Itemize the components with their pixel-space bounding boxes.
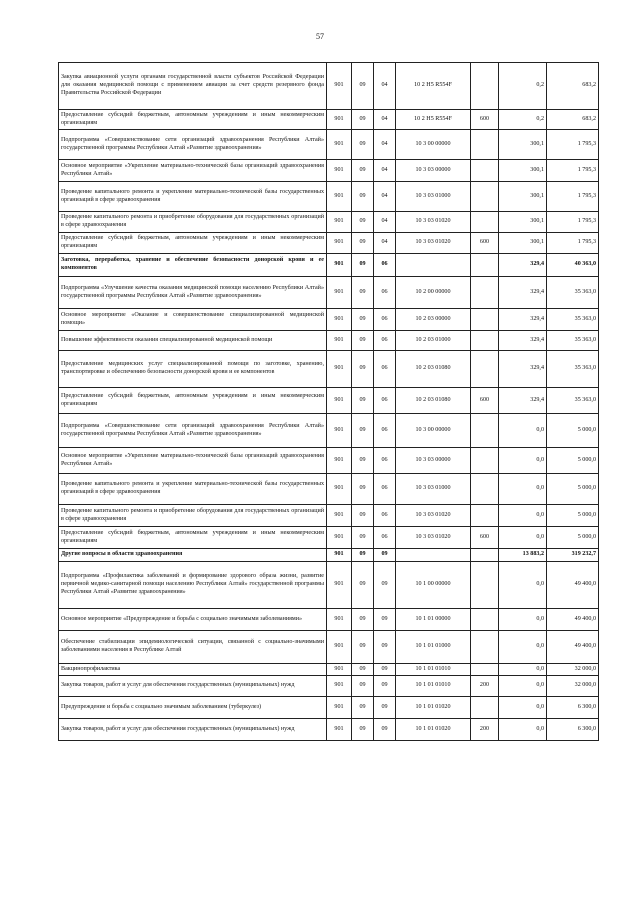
expense-name-cell: Проведение капитального ремонта и приобретение оборудования для государственных организаций в сфере здравоохранения xyxy=(59,505,327,527)
section-code-cell: 09 xyxy=(352,719,374,741)
amount-total-cell: 35 363,0 xyxy=(547,277,599,309)
expense-type-cell xyxy=(471,609,499,631)
ministry-code-cell: 901 xyxy=(327,676,352,697)
expense-name-cell: Основное мероприятие «Предупреждение и борьба с социально значимыми заболеваниями» xyxy=(59,609,327,631)
amount-change-cell: 329,4 xyxy=(499,277,547,309)
amount-total-cell: 35 363,0 xyxy=(547,388,599,414)
table-row xyxy=(59,160,599,182)
target-article-cell: 10 3 03 01020 xyxy=(396,527,471,549)
subsection-code-cell: 06 xyxy=(374,505,396,527)
section-code-cell: 09 xyxy=(352,414,374,448)
table-row xyxy=(59,110,599,130)
table-row xyxy=(59,388,599,414)
target-article-cell: 10 1 00 00000 xyxy=(396,562,471,609)
expense-name-cell: Проведение капитального ремонта и укрепление материально-технической базы государственных организаций в сфере здравоохранения xyxy=(59,474,327,505)
target-article-cell: 10 3 03 01000 xyxy=(396,474,471,505)
expense-name-cell: Закупка авиационной услуги органами государственной власти субъектов Российской Федерации для оказания медицинской помощи с применением авиации за счет средств резервного фонда Правительства Российской Федерации xyxy=(59,63,327,110)
amount-change-cell: 0,0 xyxy=(499,697,547,719)
amount-total-cell: 1 795,3 xyxy=(547,212,599,233)
table-row xyxy=(59,562,599,609)
target-article-cell: 10 3 00 00000 xyxy=(396,130,471,160)
expense-type-cell: 200 xyxy=(471,676,499,697)
ministry-code-cell: 901 xyxy=(327,448,352,474)
subsection-code-cell: 06 xyxy=(374,277,396,309)
target-article-cell: 10 3 03 00000 xyxy=(396,448,471,474)
expense-type-cell xyxy=(471,182,499,212)
section-code-cell: 09 xyxy=(352,331,374,351)
section-code-cell: 09 xyxy=(352,309,374,331)
expense-type-cell xyxy=(471,309,499,331)
budget-table-body xyxy=(59,63,599,741)
section-code-cell: 09 xyxy=(352,110,374,130)
expense-type-cell: 600 xyxy=(471,527,499,549)
subsection-code-cell: 09 xyxy=(374,676,396,697)
section-code-cell: 09 xyxy=(352,505,374,527)
table-row xyxy=(59,664,599,676)
amount-total-cell: 5 000,0 xyxy=(547,527,599,549)
subsection-code-cell: 06 xyxy=(374,388,396,414)
expense-type-cell xyxy=(471,414,499,448)
subsection-code-cell: 04 xyxy=(374,110,396,130)
amount-change-cell: 0,2 xyxy=(499,110,547,130)
table-row xyxy=(59,63,599,110)
amount-change-cell: 0,0 xyxy=(499,505,547,527)
expense-type-cell xyxy=(471,277,499,309)
amount-total-cell: 1 795,3 xyxy=(547,130,599,160)
section-code-cell: 09 xyxy=(352,212,374,233)
expense-name-cell: Основное мероприятие «Оказание и совершенствование специализированной медицинской помощи» xyxy=(59,309,327,331)
amount-total-cell: 319 232,7 xyxy=(547,549,599,562)
section-code-cell: 09 xyxy=(352,254,374,277)
amount-total-cell: 40 363,0 xyxy=(547,254,599,277)
expense-type-cell xyxy=(471,331,499,351)
ministry-code-cell: 901 xyxy=(327,527,352,549)
table-row xyxy=(59,697,599,719)
subsection-code-cell: 09 xyxy=(374,549,396,562)
expense-type-cell xyxy=(471,160,499,182)
section-code-cell: 09 xyxy=(352,63,374,110)
amount-change-cell: 0,0 xyxy=(499,562,547,609)
ministry-code-cell: 901 xyxy=(327,212,352,233)
amount-change-cell: 0,0 xyxy=(499,527,547,549)
amount-total-cell: 49 400,0 xyxy=(547,562,599,609)
ministry-code-cell: 901 xyxy=(327,719,352,741)
ministry-code-cell: 901 xyxy=(327,182,352,212)
subsection-code-cell: 09 xyxy=(374,631,396,664)
expense-type-cell xyxy=(471,562,499,609)
subsection-code-cell: 06 xyxy=(374,351,396,388)
ministry-code-cell: 901 xyxy=(327,233,352,254)
amount-total-cell: 35 363,0 xyxy=(547,309,599,331)
amount-total-cell: 5 000,0 xyxy=(547,505,599,527)
table-row xyxy=(59,631,599,664)
expense-name-cell: Предоставление субсидий бюджетным, автономным учреждениям и иным некоммерческим организациям xyxy=(59,388,327,414)
table-row xyxy=(59,182,599,212)
section-code-cell: 09 xyxy=(352,182,374,212)
target-article-cell: 10 3 03 01020 xyxy=(396,505,471,527)
section-code-cell: 09 xyxy=(352,130,374,160)
section-code-cell: 09 xyxy=(352,562,374,609)
expense-name-cell: Подпрограмма «Совершенствование сети организаций здравоохранения Республики Алтай» государственной программы Республики Алтай «Развитие здравоохранения» xyxy=(59,130,327,160)
expense-name-cell: Основное мероприятие «Укрепление материально-технической базы организаций здравоохранения Республики Алтай» xyxy=(59,448,327,474)
expense-name-cell: Подпрограмма «Улучшение качества оказания медицинской помощи населению Республики Алтай» государственной программы Республики Алтай «Развитие здравоохранения» xyxy=(59,277,327,309)
table-row xyxy=(59,676,599,697)
amount-total-cell: 35 363,0 xyxy=(547,331,599,351)
table-row xyxy=(59,130,599,160)
amount-change-cell: 329,4 xyxy=(499,388,547,414)
expense-type-cell xyxy=(471,474,499,505)
amount-total-cell: 683,2 xyxy=(547,110,599,130)
target-article-cell: 10 2 03 00000 xyxy=(396,309,471,331)
section-code-cell: 09 xyxy=(352,388,374,414)
expense-name-cell: Предоставление медицинских услуг специализированной помощи по заготовке, хранению, транспортировке и обеспечению безопасности донорской крови и ее компонентов xyxy=(59,351,327,388)
table-row xyxy=(59,254,599,277)
ministry-code-cell: 901 xyxy=(327,664,352,676)
table-row xyxy=(59,719,599,741)
target-article-cell: 10 2 00 00000 xyxy=(396,277,471,309)
amount-total-cell: 683,2 xyxy=(547,63,599,110)
table-row xyxy=(59,527,599,549)
budget-table xyxy=(58,62,599,741)
subsection-code-cell: 04 xyxy=(374,160,396,182)
expense-name-cell: Предоставление субсидий бюджетным, автономным учреждениям и иным некоммерческим организациям xyxy=(59,527,327,549)
subsection-code-cell: 06 xyxy=(374,414,396,448)
expense-type-cell xyxy=(471,697,499,719)
table-row xyxy=(59,277,599,309)
target-article-cell: 10 1 01 00000 xyxy=(396,609,471,631)
amount-total-cell: 6 300,0 xyxy=(547,719,599,741)
table-row xyxy=(59,233,599,254)
expense-name-cell: Повышение эффективности оказания специализированной медицинской помощи xyxy=(59,331,327,351)
target-article-cell xyxy=(396,254,471,277)
expense-name-cell: Закупка товаров, работ и услуг для обеспечения государственных (муниципальных) нужд xyxy=(59,719,327,741)
expense-name-cell: Проведение капитального ремонта и укрепление материально-технической базы государственных организаций в сфере здравоохранения xyxy=(59,182,327,212)
ministry-code-cell: 901 xyxy=(327,609,352,631)
expense-type-cell: 600 xyxy=(471,233,499,254)
expense-type-cell xyxy=(471,505,499,527)
expense-name-cell: Предупреждение и борьба с социально значимым заболеванием (туберкулез) xyxy=(59,697,327,719)
subsection-code-cell: 09 xyxy=(374,719,396,741)
amount-total-cell: 32 000,0 xyxy=(547,676,599,697)
amount-change-cell: 300,1 xyxy=(499,160,547,182)
expense-name-cell: Подпрограмма «Профилактика заболеваний и формирование здорового образа жизни, развитие первичной медико-санитарной помощи населению Республики Алтай» государственной программы Республики Алтай «Развитие здравоохранения» xyxy=(59,562,327,609)
expense-name-cell: Предоставление субсидий бюджетным, автономным учреждениям и иным некоммерческим организациям xyxy=(59,233,327,254)
table-row xyxy=(59,549,599,562)
ministry-code-cell: 901 xyxy=(327,130,352,160)
target-article-cell: 10 1 01 01010 xyxy=(396,676,471,697)
target-article-cell: 10 2 Н5 R554F xyxy=(396,110,471,130)
amount-change-cell: 329,4 xyxy=(499,331,547,351)
expense-type-cell xyxy=(471,448,499,474)
subsection-code-cell: 09 xyxy=(374,697,396,719)
ministry-code-cell: 901 xyxy=(327,110,352,130)
subsection-code-cell: 04 xyxy=(374,212,396,233)
expense-name-cell: Закупка товаров, работ и услуг для обеспечения государственных (муниципальных) нужд xyxy=(59,676,327,697)
amount-total-cell: 5 000,0 xyxy=(547,448,599,474)
section-code-cell: 09 xyxy=(352,609,374,631)
expense-name-cell: Подпрограмма «Совершенствование сети организаций здравоохранения Республики Алтай» государственной программы Республики Алтай «Развитие здравоохранения» xyxy=(59,414,327,448)
section-code-cell: 09 xyxy=(352,474,374,505)
ministry-code-cell: 901 xyxy=(327,697,352,719)
subsection-code-cell: 06 xyxy=(374,254,396,277)
expense-type-cell: 600 xyxy=(471,388,499,414)
ministry-code-cell: 901 xyxy=(327,474,352,505)
target-article-cell: 10 3 03 00000 xyxy=(396,160,471,182)
section-code-cell: 09 xyxy=(352,676,374,697)
expense-name-cell: Проведение капитального ремонта и приобретение оборудования для государственных организаций в сфере здравоохранения xyxy=(59,212,327,233)
expense-name-cell: Обеспечение стабилизации эпидемиологической ситуации, связанной с социально-значимыми заболеваниями населения в Республике Алтай xyxy=(59,631,327,664)
target-article-cell: 10 2 Н5 R554F xyxy=(396,63,471,110)
amount-total-cell: 6 300,0 xyxy=(547,697,599,719)
amount-change-cell: 0,0 xyxy=(499,631,547,664)
target-article-cell: 10 1 01 01000 xyxy=(396,631,471,664)
ministry-code-cell: 901 xyxy=(327,388,352,414)
subsection-code-cell: 04 xyxy=(374,182,396,212)
table-row xyxy=(59,609,599,631)
section-code-cell: 09 xyxy=(352,233,374,254)
table-row xyxy=(59,212,599,233)
expense-type-cell xyxy=(471,130,499,160)
table-row xyxy=(59,309,599,331)
target-article-cell xyxy=(396,549,471,562)
expense-type-cell: 600 xyxy=(471,110,499,130)
amount-change-cell: 0,0 xyxy=(499,719,547,741)
amount-change-cell: 0,2 xyxy=(499,63,547,110)
amount-total-cell: 1 795,3 xyxy=(547,233,599,254)
amount-change-cell: 329,4 xyxy=(499,351,547,388)
target-article-cell: 10 3 00 00000 xyxy=(396,414,471,448)
expense-name-cell: Заготовка, переработка, хранение и обеспечение безопасности донорской крови и ее компонентов xyxy=(59,254,327,277)
ministry-code-cell: 901 xyxy=(327,505,352,527)
ministry-code-cell: 901 xyxy=(327,562,352,609)
target-article-cell: 10 1 01 01020 xyxy=(396,719,471,741)
subsection-code-cell: 09 xyxy=(374,562,396,609)
ministry-code-cell: 901 xyxy=(327,309,352,331)
section-code-cell: 09 xyxy=(352,664,374,676)
subsection-code-cell: 06 xyxy=(374,331,396,351)
expense-type-cell xyxy=(471,664,499,676)
section-code-cell: 09 xyxy=(352,527,374,549)
target-article-cell: 10 2 03 01080 xyxy=(396,388,471,414)
subsection-code-cell: 04 xyxy=(374,233,396,254)
section-code-cell: 09 xyxy=(352,351,374,388)
amount-change-cell: 0,0 xyxy=(499,474,547,505)
target-article-cell: 10 3 03 01020 xyxy=(396,233,471,254)
amount-change-cell: 300,1 xyxy=(499,130,547,160)
amount-change-cell: 0,0 xyxy=(499,609,547,631)
target-article-cell: 10 1 01 01010 xyxy=(396,664,471,676)
expense-name-cell: Предоставление субсидий бюджетным, автономным учреждениям и иным некоммерческим организациям xyxy=(59,110,327,130)
expense-type-cell: 200 xyxy=(471,719,499,741)
expense-name-cell: Другие вопросы в области здравоохранения xyxy=(59,549,327,562)
target-article-cell: 10 1 01 01020 xyxy=(396,697,471,719)
ministry-code-cell: 901 xyxy=(327,160,352,182)
expense-type-cell xyxy=(471,212,499,233)
amount-change-cell: 300,1 xyxy=(499,182,547,212)
amount-change-cell: 0,0 xyxy=(499,664,547,676)
amount-change-cell: 0,0 xyxy=(499,414,547,448)
expense-type-cell xyxy=(471,254,499,277)
ministry-code-cell: 901 xyxy=(327,549,352,562)
subsection-code-cell: 04 xyxy=(374,63,396,110)
expense-type-cell xyxy=(471,63,499,110)
page-number: 57 xyxy=(316,32,324,41)
target-article-cell: 10 3 03 01000 xyxy=(396,182,471,212)
subsection-code-cell: 06 xyxy=(374,309,396,331)
table-row xyxy=(59,331,599,351)
amount-change-cell: 329,4 xyxy=(499,309,547,331)
amount-total-cell: 35 363,0 xyxy=(547,351,599,388)
subsection-code-cell: 06 xyxy=(374,448,396,474)
subsection-code-cell: 04 xyxy=(374,130,396,160)
expense-name-cell: Основное мероприятие «Укрепление материально-технической базы организаций здравоохранения Республики Алтай» xyxy=(59,160,327,182)
table-row xyxy=(59,351,599,388)
amount-total-cell: 1 795,3 xyxy=(547,160,599,182)
target-article-cell: 10 2 03 01080 xyxy=(396,351,471,388)
table-row xyxy=(59,414,599,448)
amount-total-cell: 32 000,0 xyxy=(547,664,599,676)
amount-change-cell: 13 883,2 xyxy=(499,549,547,562)
expense-type-cell xyxy=(471,549,499,562)
ministry-code-cell: 901 xyxy=(327,63,352,110)
ministry-code-cell: 901 xyxy=(327,414,352,448)
subsection-code-cell: 06 xyxy=(374,474,396,505)
table-row xyxy=(59,474,599,505)
amount-change-cell: 0,0 xyxy=(499,676,547,697)
amount-change-cell: 300,1 xyxy=(499,212,547,233)
section-code-cell: 09 xyxy=(352,448,374,474)
ministry-code-cell: 901 xyxy=(327,331,352,351)
table-row xyxy=(59,448,599,474)
subsection-code-cell: 09 xyxy=(374,664,396,676)
ministry-code-cell: 901 xyxy=(327,351,352,388)
expense-type-cell xyxy=(471,351,499,388)
target-article-cell: 10 2 03 01000 xyxy=(396,331,471,351)
section-code-cell: 09 xyxy=(352,631,374,664)
ministry-code-cell: 901 xyxy=(327,254,352,277)
amount-change-cell: 0,0 xyxy=(499,448,547,474)
expense-type-cell xyxy=(471,631,499,664)
ministry-code-cell: 901 xyxy=(327,277,352,309)
amount-total-cell: 1 795,3 xyxy=(547,182,599,212)
section-code-cell: 09 xyxy=(352,549,374,562)
amount-change-cell: 329,4 xyxy=(499,254,547,277)
subsection-code-cell: 06 xyxy=(374,527,396,549)
ministry-code-cell: 901 xyxy=(327,631,352,664)
section-code-cell: 09 xyxy=(352,277,374,309)
amount-total-cell: 49 400,0 xyxy=(547,631,599,664)
expense-name-cell: Вакцинопрофилактика xyxy=(59,664,327,676)
target-article-cell: 10 3 03 01020 xyxy=(396,212,471,233)
section-code-cell: 09 xyxy=(352,697,374,719)
amount-total-cell: 5 000,0 xyxy=(547,414,599,448)
table-row xyxy=(59,505,599,527)
subsection-code-cell: 09 xyxy=(374,609,396,631)
amount-change-cell: 300,1 xyxy=(499,233,547,254)
section-code-cell: 09 xyxy=(352,160,374,182)
amount-total-cell: 5 000,0 xyxy=(547,474,599,505)
amount-total-cell: 49 400,0 xyxy=(547,609,599,631)
